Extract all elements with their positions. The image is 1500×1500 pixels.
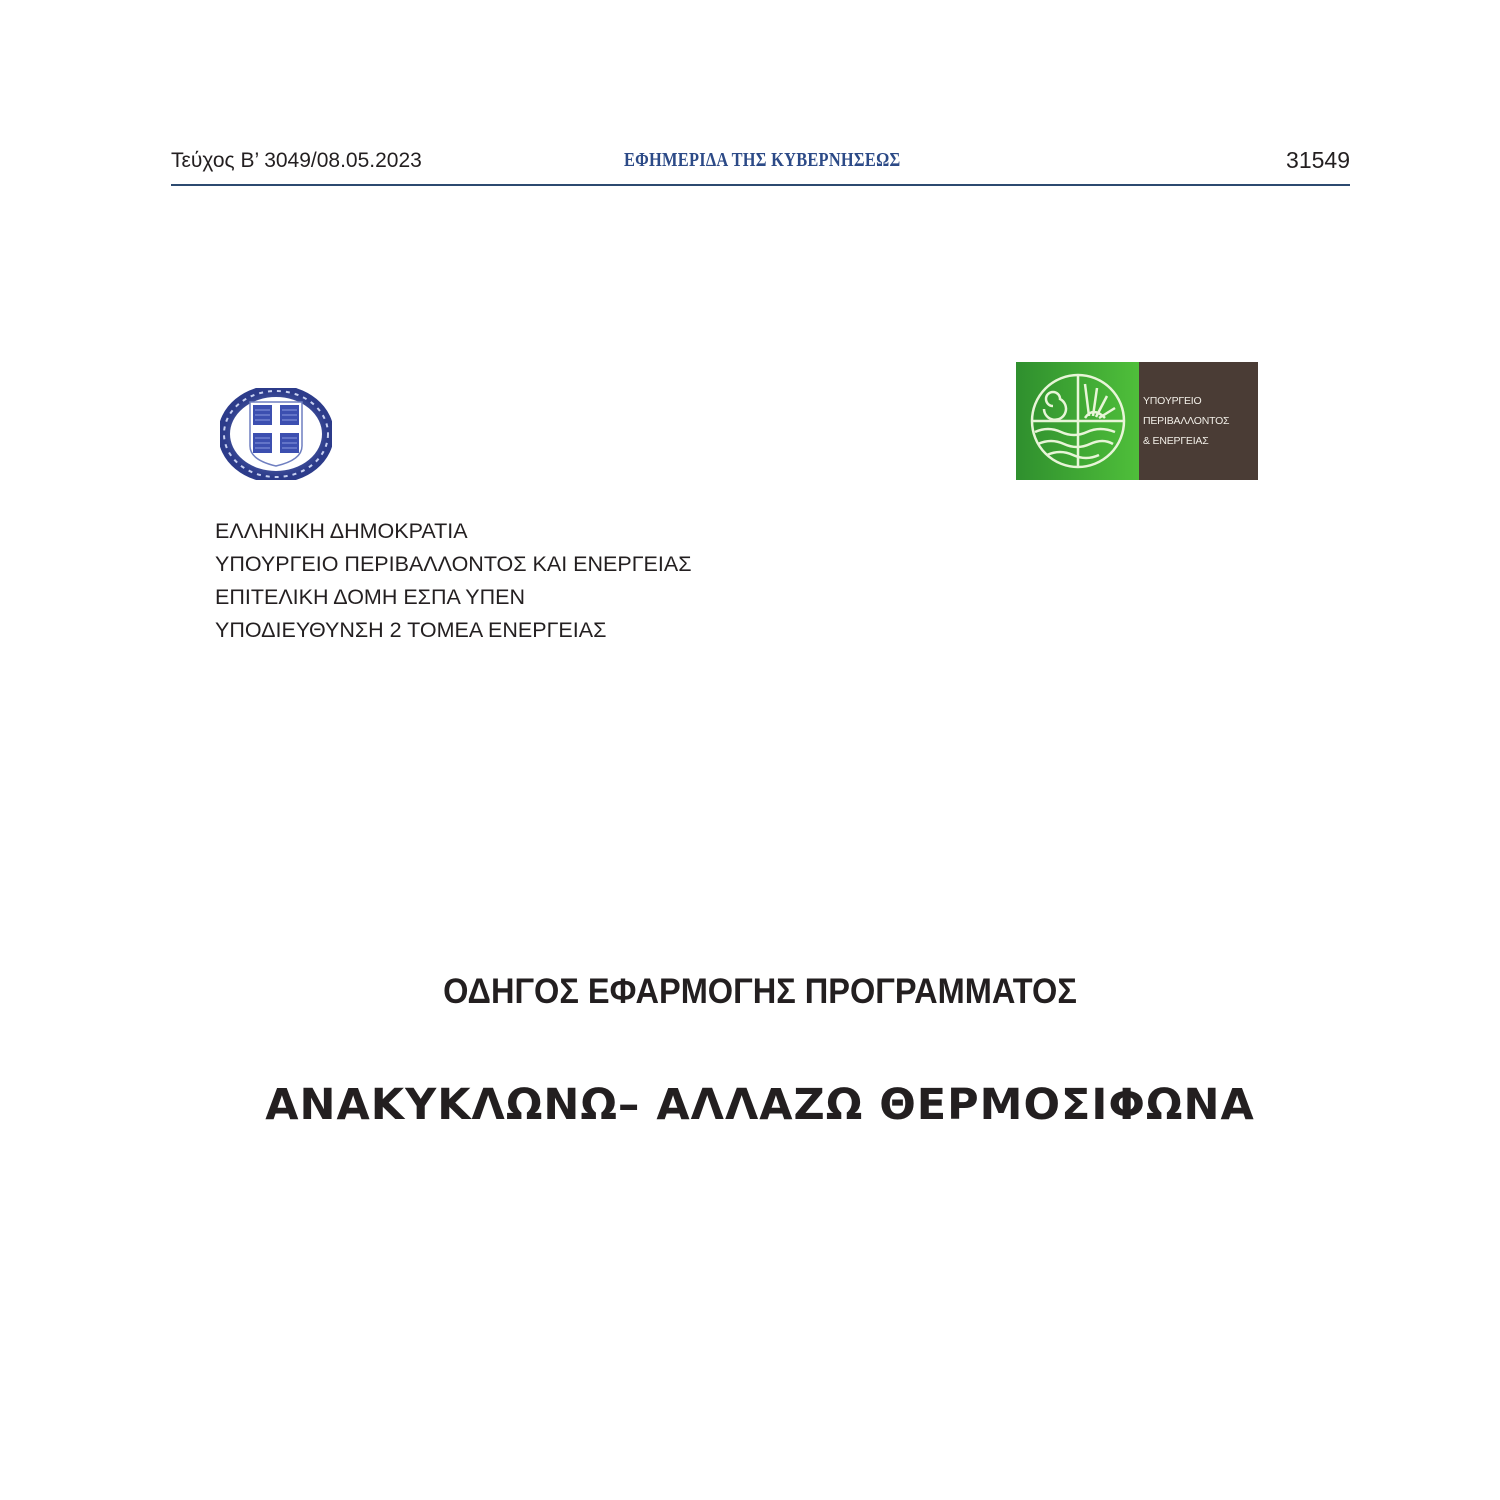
organization-block [215, 515, 692, 647]
organization-line: ΕΠΙΤΕΛΙΚΗ ΔΟΜΗ ΕΣΠΑ ΥΠΕΝ [215, 585, 525, 609]
organization-line: ΕΛΛΗΝΙΚΗ ΔΗΜΟΚΡΑΤΙΑ [215, 519, 468, 543]
ministry-logo-line: ΥΠΟΥΡΓΕΙΟ [1143, 395, 1202, 407]
issue-number: Τεύχος Β’ 3049/08.05.2023 [171, 149, 422, 172]
document-title: ΑΝΑΚΥΚΛΩΝΩ– ΑΛΛΑΖΩ ΘΕΡΜΟΣΙΦΩΝΑ [265, 1080, 1255, 1130]
organization-line: ΥΠΟΔΙΕΥΘΥΝΣΗ 2 ΤΟΜΕΑ ΕΝΕΡΓΕΙΑΣ [215, 618, 607, 642]
ministry-logo-text [1139, 362, 1258, 480]
greek-coat-of-arms-icon [220, 388, 332, 480]
gazette-header [171, 146, 1350, 186]
ministry-environment-energy-logo-icon [1016, 362, 1139, 480]
ministry-logo-line: ΠΕΡΙΒΑΛΛΟΝΤΟΣ [1143, 415, 1230, 427]
gazette-name: ΕΦΗΜΕΡΙΔΑ ΤΗΣ ΚΥΒΕΡΝΗΣΕΩΣ [624, 149, 901, 171]
organization-line: ΥΠΟΥΡΓΕΙΟ ΠΕΡΙΒΑΛΛΟΝΤΟΣ ΚΑΙ ΕΝΕΡΓΕΙΑΣ [215, 552, 692, 576]
ministry-logo [1016, 362, 1258, 480]
page-number: 31549 [1286, 147, 1350, 173]
ministry-logo-line: & ΕΝΕΡΓΕΙΑΣ [1143, 435, 1209, 447]
document-subtitle: ΟΔΗΓΟΣ ΕΦΑΡΜΟΓΗΣ ΠΡΟΓΡΑΜΜΑΤΟΣ [443, 972, 1077, 1011]
